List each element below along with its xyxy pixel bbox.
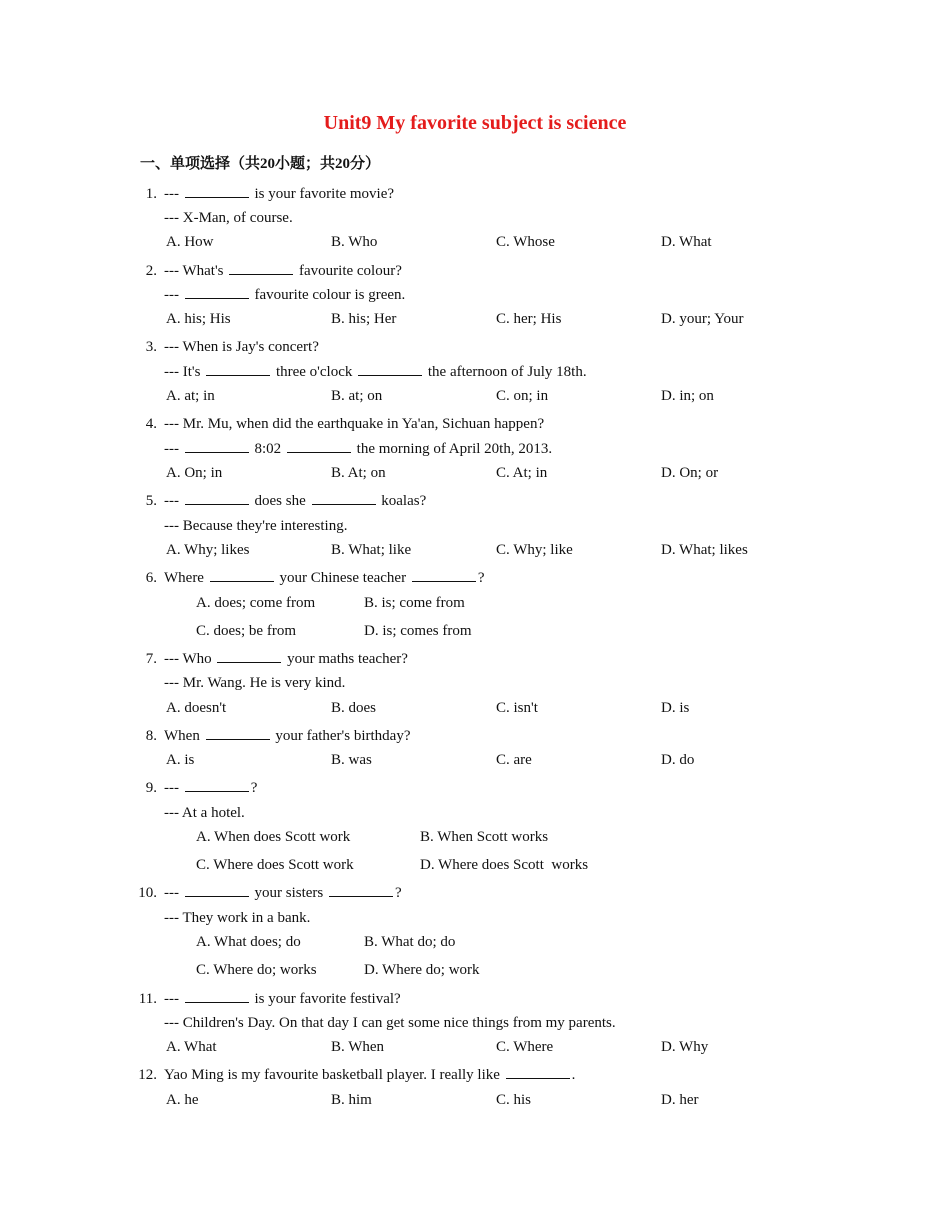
answer-option[interactable]: D. her: [661, 1092, 699, 1108]
answer-blank[interactable]: [206, 374, 270, 376]
answer-option[interactable]: C. Where does Scott work: [196, 857, 354, 873]
question-text: --- What's: [164, 263, 228, 279]
question-text: ---: [164, 885, 183, 901]
question-stem: [164, 991, 401, 1008]
answer-option[interactable]: C. Whose: [496, 234, 555, 250]
question-text: ?: [250, 780, 258, 796]
answer-option[interactable]: B. is; come from: [364, 595, 465, 611]
answer-option[interactable]: B. When: [331, 1039, 385, 1055]
question-stem: [164, 493, 426, 510]
answer-option[interactable]: C. her; His: [496, 311, 562, 327]
question-text: koalas?: [377, 493, 427, 509]
question-stem: [164, 885, 402, 902]
answer-blank[interactable]: [287, 451, 351, 453]
question-reply: --- Children's Day. On that day I can get some nice things from my parents.: [164, 1015, 616, 1031]
answer-option[interactable]: D. do: [661, 752, 695, 768]
answer-option[interactable]: A. doesn't: [166, 700, 227, 716]
question-number: 11.: [138, 991, 157, 1007]
answer-option[interactable]: D. Where does Scott works: [420, 857, 589, 873]
question-text: ?: [477, 570, 485, 586]
question-reply: [164, 364, 587, 381]
question-text: does she: [250, 493, 310, 509]
question-stem: [164, 339, 319, 356]
answer-blank[interactable]: [206, 738, 270, 740]
question-text: --- Mr. Mu, when did the earthquake in Ya'an, Sichuan happen?: [164, 416, 545, 432]
answer-option[interactable]: C. isn't: [496, 700, 538, 716]
question-number: 1.: [145, 186, 157, 202]
question-stem: [164, 780, 257, 797]
question-text: Where: [164, 570, 208, 586]
answer-blank[interactable]: [329, 895, 393, 897]
question-text: When: [164, 728, 204, 744]
answer-option[interactable]: C. are: [496, 752, 532, 768]
page-title: Unit9 My favorite subject is science: [323, 112, 627, 134]
answer-option[interactable]: B. At; on: [331, 465, 386, 481]
answer-blank[interactable]: [210, 580, 274, 582]
question-number: 12.: [138, 1067, 157, 1083]
question-text: favourite colour?: [295, 263, 402, 279]
question-text: your sisters: [250, 885, 327, 901]
question-number: 10.: [138, 885, 157, 901]
question-text: ---: [164, 493, 183, 509]
question-number: 3.: [145, 339, 157, 355]
answer-blank[interactable]: [358, 374, 422, 376]
answer-option[interactable]: A. his; His: [166, 311, 231, 327]
answer-blank[interactable]: [185, 895, 249, 897]
answer-option[interactable]: B. him: [331, 1092, 372, 1108]
question-number: 7.: [145, 651, 157, 667]
question-stem: [164, 416, 544, 433]
question-text: is your favorite movie?: [250, 186, 395, 202]
answer-blank[interactable]: [312, 503, 376, 505]
question-stem: [164, 728, 410, 745]
question-text: three o'clock: [272, 364, 357, 380]
question-reply: [164, 287, 405, 304]
question-text: favourite colour is green.: [250, 287, 406, 303]
answer-option[interactable]: A. On; in: [166, 465, 223, 481]
question-stem: [164, 651, 408, 668]
question-number: 6.: [145, 570, 157, 586]
question-stem: [164, 1067, 575, 1084]
question-text: --- When is Jay's concert?: [164, 339, 319, 355]
question-reply: --- They work in a bank.: [164, 910, 311, 926]
answer-option[interactable]: D. Why: [661, 1039, 709, 1055]
question-reply: [164, 441, 552, 458]
question-number: 5.: [145, 493, 157, 509]
question-stem: [164, 186, 394, 203]
answer-option[interactable]: D. is: [661, 700, 690, 716]
question-text: ---: [164, 991, 183, 1007]
answer-option[interactable]: C. At; in: [496, 465, 548, 481]
question-text: --- It's: [164, 364, 205, 380]
answer-option[interactable]: A. When does Scott work: [196, 829, 351, 845]
answer-option[interactable]: D. What: [661, 234, 712, 250]
answer-blank[interactable]: [506, 1077, 570, 1079]
answer-blank[interactable]: [185, 503, 249, 505]
answer-option[interactable]: C. Why; like: [496, 542, 573, 558]
answer-option[interactable]: C. Where: [496, 1039, 554, 1055]
question-stem: [164, 570, 485, 587]
question-reply: --- X-Man, of course.: [164, 210, 293, 226]
question-text: is your favorite festival?: [250, 991, 401, 1007]
question-text: your Chinese teacher: [275, 570, 410, 586]
answer-option[interactable]: D. in; on: [661, 388, 714, 404]
question-text: the afternoon of July 18th.: [424, 364, 587, 380]
question-text: 8:02: [250, 441, 285, 457]
question-text: the morning of April 20th, 2013.: [352, 441, 553, 457]
question-reply: --- At a hotel.: [164, 805, 245, 821]
question-reply: --- Mr. Wang. He is very kind.: [164, 675, 346, 691]
question-text: .: [571, 1067, 576, 1083]
answer-option[interactable]: A. What does; do: [196, 934, 301, 950]
answer-option[interactable]: C. his: [496, 1092, 532, 1108]
question-text: --- Who: [164, 651, 216, 667]
answer-option[interactable]: C. Where do; works: [196, 962, 317, 978]
question-text: your father's birthday?: [271, 728, 411, 744]
question-number: 8.: [145, 728, 157, 744]
question-stem: [164, 263, 402, 280]
answer-blank[interactable]: [185, 451, 249, 453]
question-number: 9.: [145, 780, 157, 796]
question-text: ---: [164, 441, 183, 457]
answer-blank[interactable]: [185, 196, 249, 198]
answer-option[interactable]: D. is; comes from: [364, 623, 472, 639]
answer-option[interactable]: B. Who: [331, 234, 378, 250]
answer-option[interactable]: C. on; in: [496, 388, 549, 404]
question-text: ---: [164, 186, 183, 202]
answer-option[interactable]: B. When Scott works: [420, 829, 549, 845]
answer-option[interactable]: B. What do; do: [364, 934, 456, 950]
question-text: your maths teacher?: [283, 651, 408, 667]
answer-blank[interactable]: [185, 1001, 249, 1003]
question-text: ?: [395, 885, 402, 901]
answer-blank[interactable]: [185, 297, 249, 299]
answer-blank[interactable]: [412, 580, 476, 582]
answer-option[interactable]: B. his; Her: [331, 311, 397, 327]
answer-option[interactable]: A. does; come from: [196, 595, 316, 611]
answer-option[interactable]: D. Where do; work: [364, 962, 480, 978]
section-heading: 一、单项选择（共20小题；共20分）: [140, 156, 381, 172]
answer-blank[interactable]: [229, 273, 293, 275]
question-number: 2.: [145, 263, 157, 279]
question-text: ---: [164, 287, 183, 303]
answer-option[interactable]: B. at; on: [331, 388, 383, 404]
answer-option[interactable]: A. is: [166, 752, 195, 768]
question-reply: --- Because they're interesting.: [164, 518, 348, 534]
answer-option[interactable]: C. does; be from: [196, 623, 296, 639]
answer-blank[interactable]: [185, 790, 249, 792]
answer-option[interactable]: A. How: [166, 234, 214, 250]
answer-option[interactable]: D. your; Your: [661, 311, 744, 327]
answer-option[interactable]: A. Why; likes: [166, 542, 250, 558]
answer-option[interactable]: A. What: [166, 1039, 217, 1055]
answer-option[interactable]: B. What; like: [331, 542, 412, 558]
question-text: ---: [164, 780, 183, 796]
answer-option[interactable]: B. was: [331, 752, 372, 768]
question-number: 4.: [145, 416, 157, 432]
answer-blank[interactable]: [217, 661, 281, 663]
answer-option[interactable]: B. does: [331, 700, 376, 716]
answer-option[interactable]: D. On; or: [661, 465, 719, 481]
answer-option[interactable]: A. at; in: [166, 388, 215, 404]
answer-option[interactable]: A. he: [166, 1092, 199, 1108]
question-text: Yao Ming is my favourite basketball player. I really like: [164, 1067, 504, 1083]
answer-option[interactable]: D. What; likes: [661, 542, 748, 558]
